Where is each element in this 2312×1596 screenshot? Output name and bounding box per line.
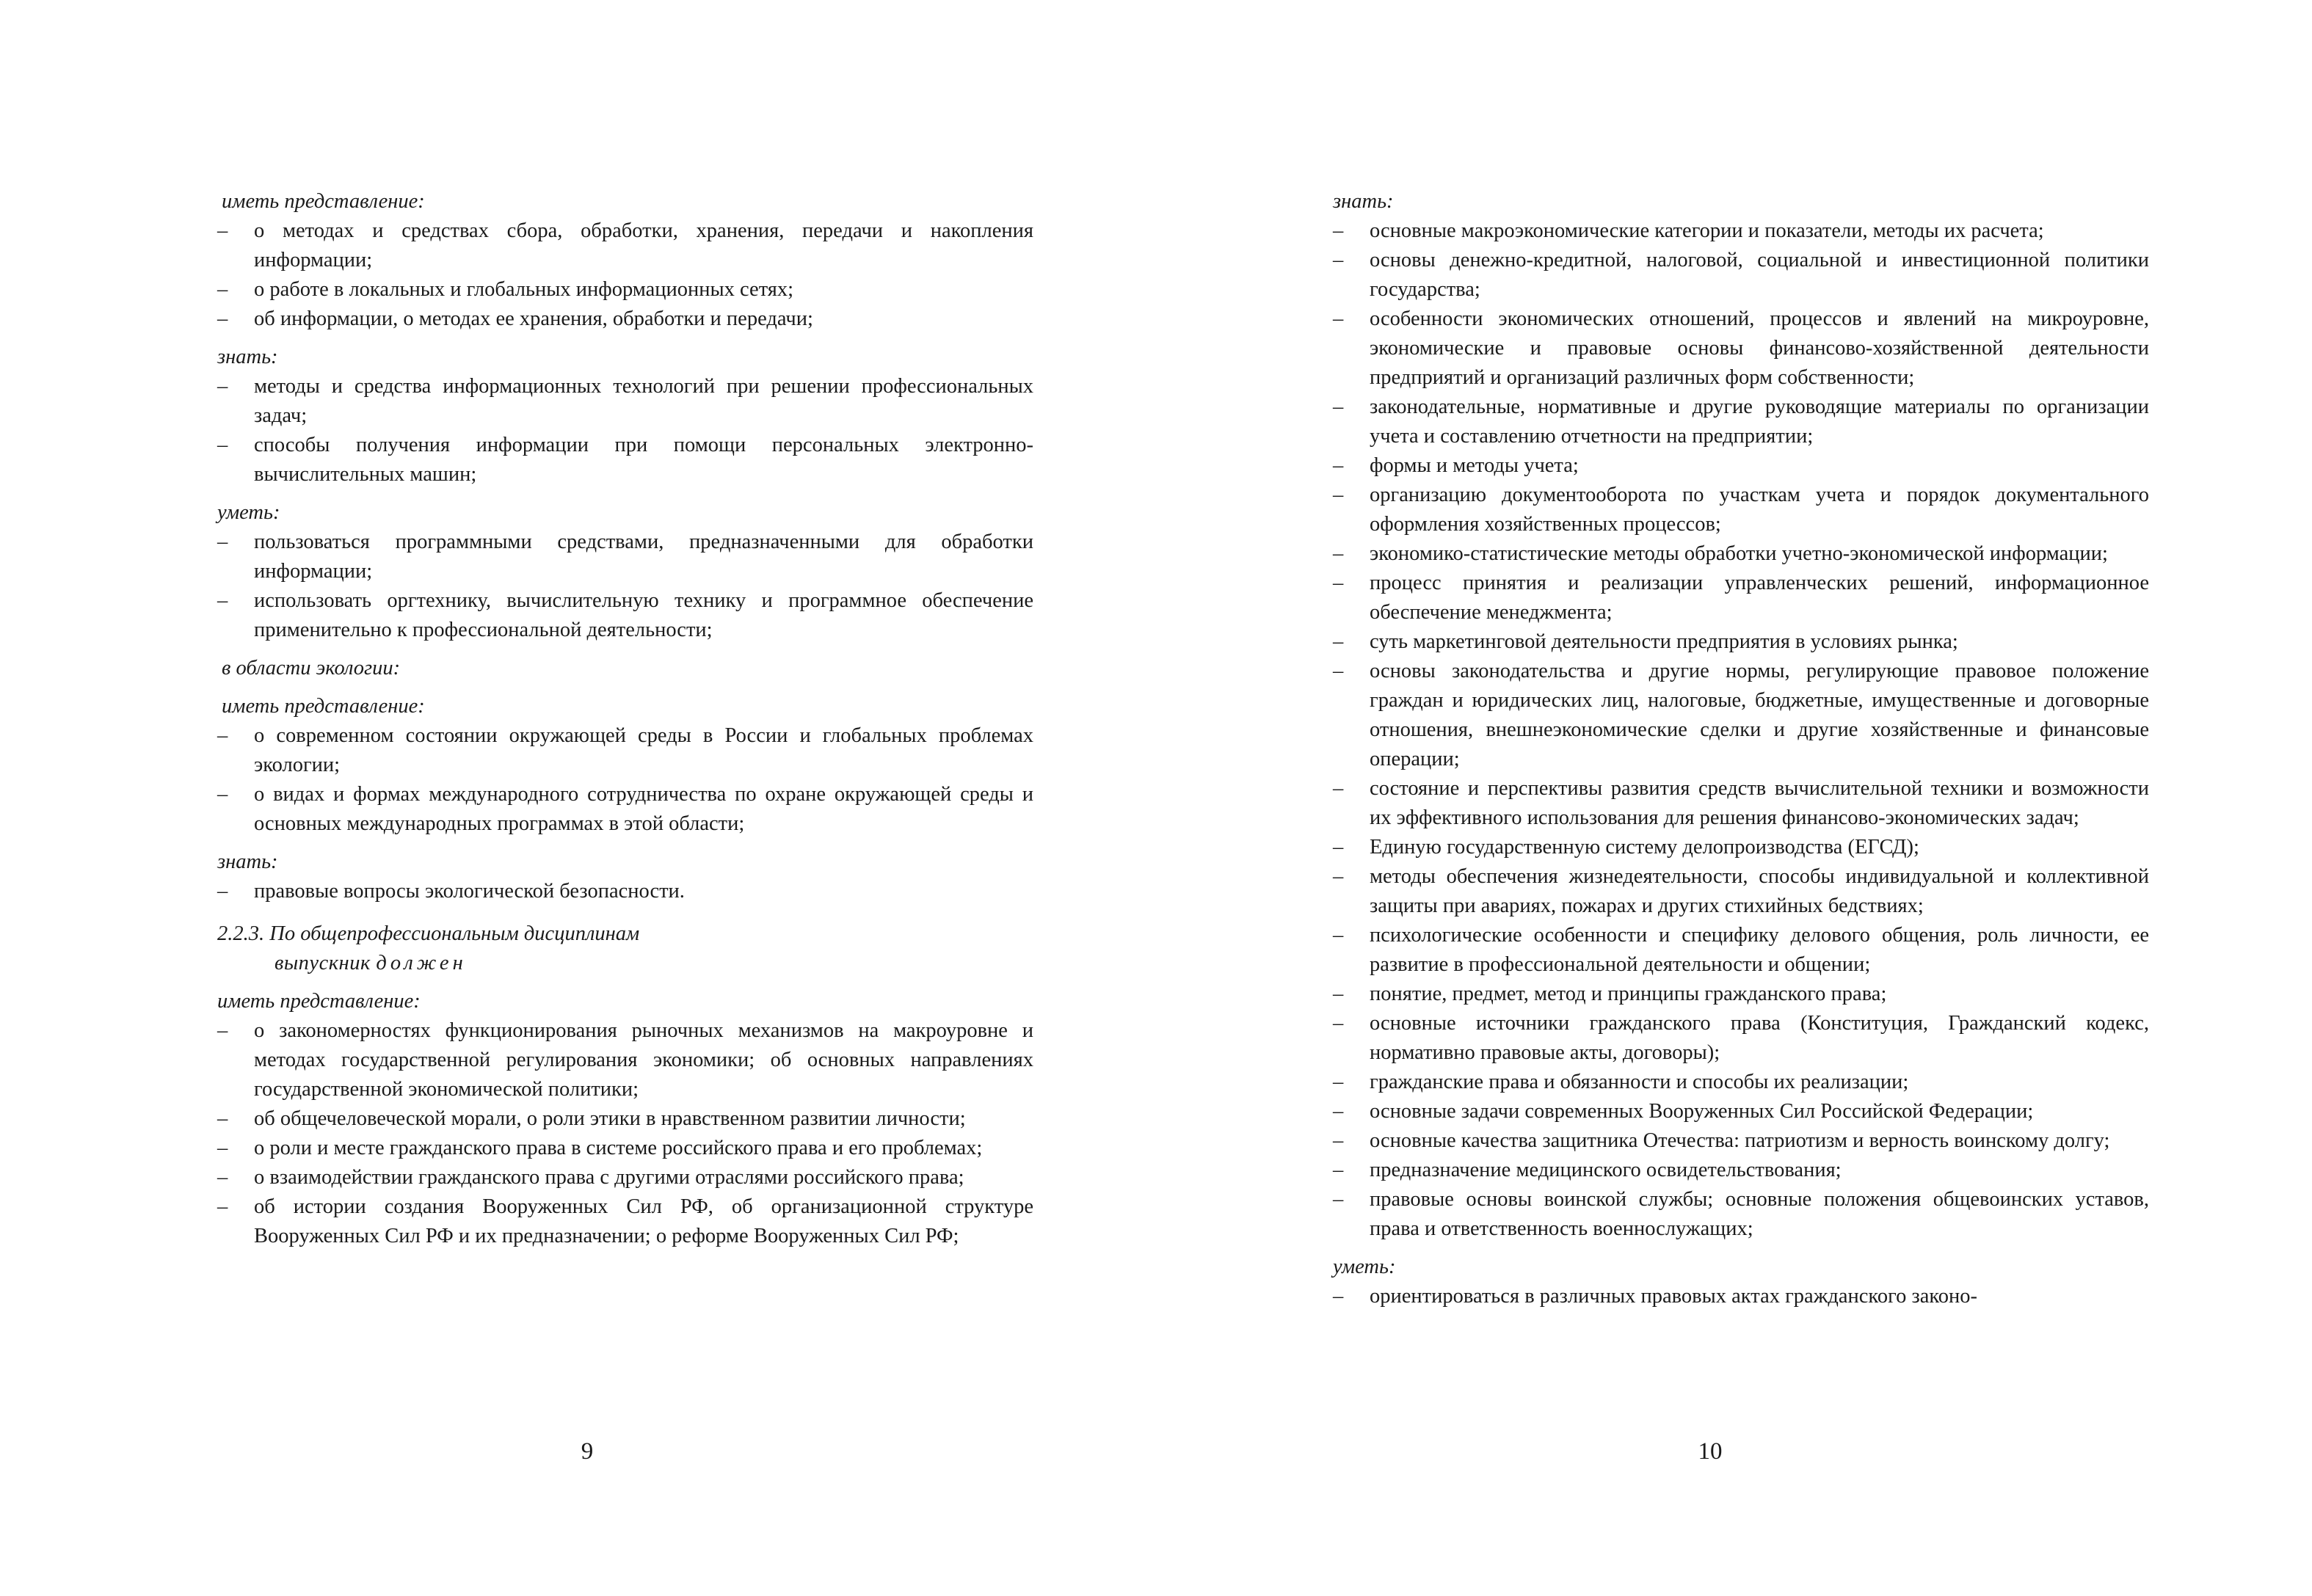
dash-bullet: – — [1333, 1129, 1344, 1152]
list-item — [217, 275, 1033, 305]
list-item — [1333, 657, 2149, 774]
item-text: организацию документооборота по участкам учета и порядок документального оформления хозяйственных процессов; — [1370, 484, 2149, 536]
dash-bullet: – — [1333, 1188, 1344, 1211]
subtitle-emphasis: должен — [376, 952, 467, 974]
item-text: о роли и месте гражданского права в системе российского права и его проблемах; — [254, 1137, 983, 1159]
dash-bullet: – — [217, 1137, 228, 1159]
item-text: предназначение медицинского освидетельствования; — [1370, 1159, 1842, 1181]
list-item — [217, 1134, 1033, 1163]
item-text: пользоваться программными средствами, предназначенными для обработки информации; — [254, 531, 1033, 583]
left-page — [217, 187, 1033, 1251]
list-item — [1333, 1009, 2149, 1068]
item-text: способы получения информации при помощи персональных электронно-вычислительных машин; — [254, 434, 1033, 486]
item-text: психологические особенности и специфику делового общения, роль личности, ее развитие в профессиональной деятельности и общении; — [1370, 924, 2149, 976]
item-text: понятие, предмет, метод и принципы гражданского права; — [1370, 983, 1887, 1005]
dash-bullet: – — [1333, 777, 1344, 800]
heading-imet-predstavlenie: иметь представление: — [222, 190, 425, 213]
list-item — [1333, 1097, 2149, 1126]
heading-znat: знать: — [217, 346, 278, 368]
list-ecology-ideas — [217, 721, 1033, 839]
item-text: о методах и средствах сбора, обработки, хранения, передачи и накопления информации; — [254, 219, 1033, 272]
item-text: ориентироваться в различных правовых актах гражданского законо- — [1370, 1285, 1977, 1308]
heading-umet: уметь: — [217, 501, 280, 524]
dash-bullet: – — [217, 531, 228, 553]
dash-bullet: – — [217, 307, 228, 330]
dash-bullet: – — [217, 724, 228, 747]
dash-bullet: – — [217, 1195, 228, 1218]
list-item — [217, 216, 1033, 275]
list-item — [1333, 1068, 2149, 1097]
item-text: о закономерностях функционирования рыночных механизмов на макроуровне и методах государственной регулирования экономики; об основных направлениях государственной экономической политики; — [254, 1019, 1033, 1101]
section-title: 2.2.3. По общепрофессиональным дисциплинам — [217, 922, 640, 945]
item-text: основы законодательства и другие нормы, регулирующие правовое положение граждан и юридических лиц, налоговые, бюджетные, имущественные и договорные отношения, внешнеэкономические сделки и другие хозяйственные и финансовые операции; — [1370, 660, 2149, 770]
page-number-left: 9 — [581, 1438, 594, 1465]
heading-ecology: в области экологии: — [222, 657, 401, 679]
dash-bullet: – — [1333, 572, 1344, 594]
item-text: методы и средства информационных технологий при решении профессиональных задач; — [254, 375, 1033, 427]
item-text: основы денежно-кредитной, налоговой, социальной и инвестиционной политики государства; — [1370, 249, 2149, 301]
item-text: о работе в локальных и глобальных информационных сетях; — [254, 278, 794, 301]
item-text: об информации, о методах ее хранения, обработки и передачи; — [254, 307, 813, 330]
heading-znat: знать: — [1333, 190, 1394, 213]
item-text: основные макроэкономические категории и показатели, методы их расчета; — [1370, 219, 2044, 242]
item-text: об общечеловеческой морали, о роли этики в нравственном развитии личности; — [254, 1107, 966, 1130]
list-info-skills — [217, 528, 1033, 645]
dash-bullet: – — [1333, 1071, 1344, 1093]
dash-bullet: – — [217, 880, 228, 903]
dash-bullet: – — [1333, 630, 1344, 653]
list-item — [217, 780, 1033, 839]
list-item — [217, 431, 1033, 489]
right-page — [1333, 187, 2149, 1311]
list-item — [1333, 627, 2149, 657]
dash-bullet: – — [217, 278, 228, 301]
list-item — [1333, 1126, 2149, 1156]
dash-bullet: – — [217, 1019, 228, 1042]
list-item — [217, 1192, 1033, 1251]
dash-bullet: – — [1333, 836, 1344, 859]
item-text: формы и методы учета; — [1370, 454, 1579, 477]
dash-bullet: – — [1333, 1012, 1344, 1035]
item-text: экономико-статистические методы обработки учетно-экономической информации; — [1370, 542, 2108, 565]
dash-bullet: – — [1333, 249, 1344, 272]
list-item — [1333, 980, 2149, 1009]
item-text: основные источники гражданского права (Конституция, Гражданский кодекс, нормативно правовые акты, договоры); — [1370, 1012, 2149, 1064]
list-info-ideas — [217, 216, 1033, 334]
list-item — [1333, 569, 2149, 627]
list-item — [217, 528, 1033, 586]
list-item — [1333, 451, 2149, 481]
list-item — [217, 877, 1033, 906]
dash-bullet: – — [217, 589, 228, 612]
list-item — [1333, 774, 2149, 833]
list-item — [1333, 305, 2149, 393]
item-text: гражданские права и обязанности и способы их реализации; — [1370, 1071, 1909, 1093]
dash-bullet: – — [1333, 1159, 1344, 1181]
section-subtitle — [217, 949, 1033, 978]
dash-bullet: – — [217, 1166, 228, 1189]
list-item — [217, 721, 1033, 780]
dash-bullet: – — [1333, 865, 1344, 888]
list-general-ideas — [217, 1016, 1033, 1251]
item-text: использовать оргтехнику, вычислительную технику и программное обеспечение применительно к профессиональной деятельности; — [254, 589, 1033, 641]
list-info-knowledge — [217, 372, 1033, 489]
item-text: Единую государственную систему делопроизводства (ЕГСД); — [1370, 836, 1919, 859]
dash-bullet: – — [1333, 983, 1344, 1005]
heading-imet-predstavlenie: иметь представление: — [217, 990, 421, 1013]
dash-bullet: – — [217, 219, 228, 242]
item-text: состояние и перспективы развития средств вычислительной техники и возможности их эффективного использования для решения финансово-экономических задач; — [1370, 777, 2149, 829]
subtitle-prefix: выпускник — [275, 952, 371, 974]
item-text: о видах и формах международного сотрудничества по охране окружающей среды и основных международных программах в этой области; — [254, 783, 1033, 835]
list-item — [1333, 1282, 2149, 1311]
dash-bullet: – — [1333, 1285, 1344, 1308]
item-text: особенности экономических отношений, процессов и явлений на микроуровне, экономические и правовые основы финансово-хозяйственной деятельности предприятий и организаций различных форм собственности; — [1370, 307, 2149, 389]
item-text: о современном состоянии окружающей среды в России и глобальных проблемах экологии; — [254, 724, 1033, 776]
dash-bullet: – — [1333, 660, 1344, 682]
dash-bullet: – — [1333, 219, 1344, 242]
item-text: основные качества защитника Отечества: патриотизм и верность воинскому долгу; — [1370, 1129, 2110, 1152]
list-professional-skills — [1333, 1282, 2149, 1311]
dash-bullet: – — [1333, 396, 1344, 418]
heading-znat: знать: — [217, 850, 278, 873]
list-item — [1333, 481, 2149, 539]
dash-bullet: – — [217, 375, 228, 398]
heading-umet: уметь: — [1333, 1256, 1396, 1278]
list-item — [217, 1104, 1033, 1134]
item-text: правовые основы воинской службы; основные положения общевоинских уставов, права и ответственность военнослужащих; — [1370, 1188, 2149, 1240]
list-item — [1333, 833, 2149, 862]
dash-bullet: – — [1333, 924, 1344, 947]
dash-bullet: – — [217, 783, 228, 806]
item-text: процесс принятия и реализации управленческих решений, информационное обеспечение менеджмента; — [1370, 572, 2149, 624]
dash-bullet: – — [1333, 1100, 1344, 1123]
list-item — [1333, 921, 2149, 980]
list-item — [1333, 216, 2149, 246]
dash-bullet: – — [1333, 484, 1344, 506]
heading-imet-predstavlenie: иметь представление: — [222, 695, 425, 718]
list-item — [1333, 539, 2149, 569]
list-item — [1333, 1185, 2149, 1244]
list-item — [217, 305, 1033, 334]
dash-bullet: – — [1333, 307, 1344, 330]
list-item — [217, 586, 1033, 645]
list-professional-knowledge — [1333, 216, 2149, 1244]
list-item — [217, 1016, 1033, 1104]
list-item — [1333, 393, 2149, 451]
list-item — [1333, 246, 2149, 305]
item-text: основные задачи современных Вооруженных Сил Российской Федерации; — [1370, 1100, 2034, 1123]
list-item — [217, 1163, 1033, 1192]
item-text: методы обеспечения жизнедеятельности, способы индивидуальной и коллективной защиты при авариях, пожарах и других стихийных бедствиях; — [1370, 865, 2149, 917]
dash-bullet: – — [217, 434, 228, 456]
dash-bullet: – — [1333, 454, 1344, 477]
list-ecology-knowledge — [217, 877, 1033, 906]
item-text: правовые вопросы экологической безопасности. — [254, 880, 685, 903]
item-text: об истории создания Вооруженных Сил РФ, об организационной структуре Вооруженных Сил РФ и их предназначении; о реформе Вооруженных Сил РФ; — [254, 1195, 1033, 1247]
dash-bullet: – — [1333, 542, 1344, 565]
item-text: суть маркетинговой деятельности предприятия в условиях рынка; — [1370, 630, 1958, 653]
list-item — [217, 372, 1033, 431]
list-item — [1333, 862, 2149, 921]
page-number-right: 10 — [1698, 1438, 1723, 1465]
item-text: о взаимодействии гражданского права с другими отраслями российского права; — [254, 1166, 964, 1189]
dash-bullet: – — [217, 1107, 228, 1130]
list-item — [1333, 1156, 2149, 1185]
item-text: законодательные, нормативные и другие руководящие материалы по организации учета и составлению отчетности на предприятии; — [1370, 396, 2149, 448]
